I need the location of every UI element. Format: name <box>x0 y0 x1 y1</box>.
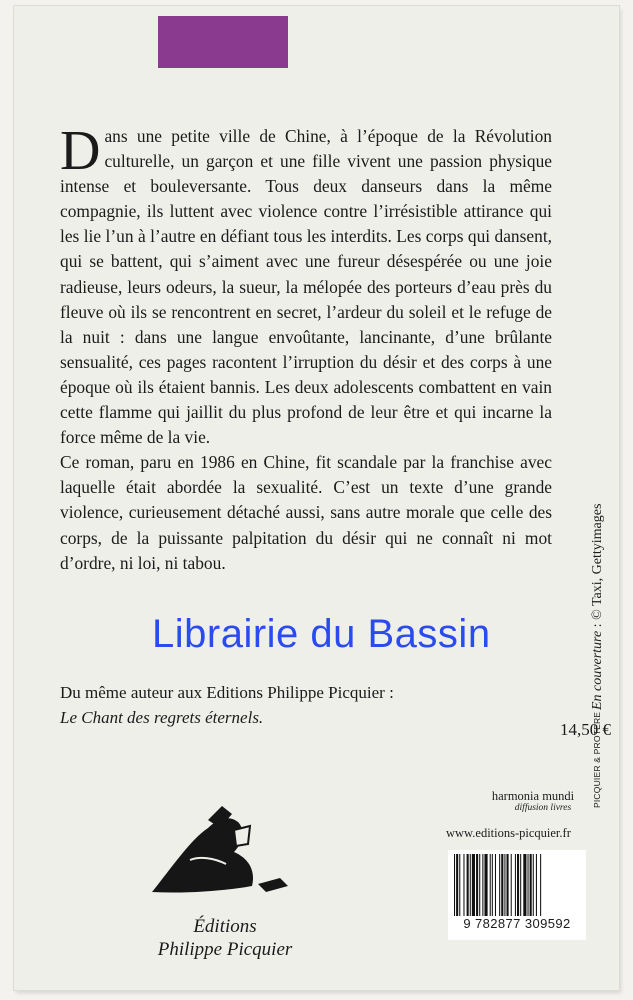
distributor-logo <box>478 790 588 813</box>
price: 14,50 € <box>560 720 611 739</box>
publisher-website: www.editions-picquier.fr <box>446 826 571 840</box>
barcode-bar <box>484 854 487 916</box>
barcode-bar <box>454 854 455 916</box>
barcode-bar <box>482 854 483 916</box>
blurb-paragraph-1 <box>60 120 552 450</box>
cover-credit-text: : © Taxi, Gettyimages <box>590 503 605 631</box>
publisher-line-1: Éditions <box>193 916 257 937</box>
distributor-name: harmonia mundi <box>491 789 575 803</box>
purple-color-tab <box>158 16 288 68</box>
barcode-bar <box>472 854 475 916</box>
drop-cap: D <box>60 120 101 182</box>
reading-figure-icon <box>130 800 320 900</box>
barcode-bar <box>511 854 512 916</box>
barcode-bar <box>515 854 516 916</box>
barcode-bars <box>454 854 580 916</box>
barcode-bar <box>540 854 541 916</box>
isbn-barcode <box>448 850 586 940</box>
back-cover-blurb <box>60 120 552 576</box>
blurb-paragraph-2: Ce roman, paru en 1986 en Chine, fit scandale par la franchise avec laquelle était abordée la sexualité. C’est un texte d’une grande violence, curieusement détaché aussi, sans autre morale que celle des corps, de la puissante palpitation du désir qui ne connaît ni mot d’ordre, ni loi, ni tabou. <box>60 452 552 573</box>
bookshop-watermark: Librairie du Bassin <box>152 612 491 656</box>
publisher-line-2: Philippe Picquier <box>157 939 293 960</box>
barcode-bar <box>528 854 529 916</box>
barcode-bar <box>520 854 521 916</box>
barcode-bar <box>470 854 471 916</box>
publisher-name <box>145 915 305 961</box>
distributor-sub: diffusion livres <box>514 803 572 813</box>
isbn-digits: 9 782877 309592 <box>463 916 571 931</box>
barcode-bar <box>507 854 509 916</box>
barcode-bar <box>476 854 478 916</box>
barcode-bar <box>463 854 464 916</box>
barcode-bar <box>536 854 537 916</box>
barcode-bar <box>456 854 458 916</box>
imprint-vertical: PICQUIER & PROTERE <box>592 711 602 808</box>
barcode-bar <box>504 854 505 916</box>
same-author-title: Le Chant des regrets éternels. <box>60 708 264 727</box>
barcode-bar <box>490 854 491 916</box>
barcode-bar <box>467 854 469 916</box>
same-author-line: Du même auteur aux Editions Philippe Picquier : <box>60 683 394 702</box>
barcode-bar <box>533 854 534 916</box>
cover-credit <box>590 504 606 710</box>
barcode-bar <box>523 854 526 916</box>
barcode-bar <box>530 854 532 916</box>
barcode-bar <box>517 854 519 916</box>
barcode-bar <box>492 854 493 916</box>
barcode-bar <box>501 854 503 916</box>
barcode-bar <box>479 854 480 916</box>
barcode-bar <box>495 854 496 916</box>
cover-credit-prefix: En couverture <box>590 630 605 710</box>
blurb-paragraph-1-text: ans une petite ville de Chine, à l’époque de la Révolution culturelle, un garçon et une fille vivent une passion physique intense et bouleversante. Tous deux danseurs dans la même compagnie, ils luttent avec violence contre l’irrésistible attirance qui les lie l’un à l’autre en défiant tous les interdits. Les corps qui dansent, qui se battent, qui s’aiment avec une fureur désespérée ou une joie radieuse, leurs odeurs, la sueur, la mélopée des porteurs d’eau près du fleuve où ils se rencontrent en secret, l’ardeur du soleil et le refuge de la nuit : dans une langue envoûtante, lancinante, d’une brûlante sensualité, ces pages racontent l’irruption du désir et des corps à une époque où ils étaient bannis. Les deux adolescents combattent en vain cette flamme qui jaillit du plus profond de leur être et qui incarne la force même de la vie. <box>60 126 552 448</box>
barcode-bar <box>459 854 460 916</box>
barcode-bar <box>499 854 500 916</box>
publisher-logo <box>130 800 320 900</box>
